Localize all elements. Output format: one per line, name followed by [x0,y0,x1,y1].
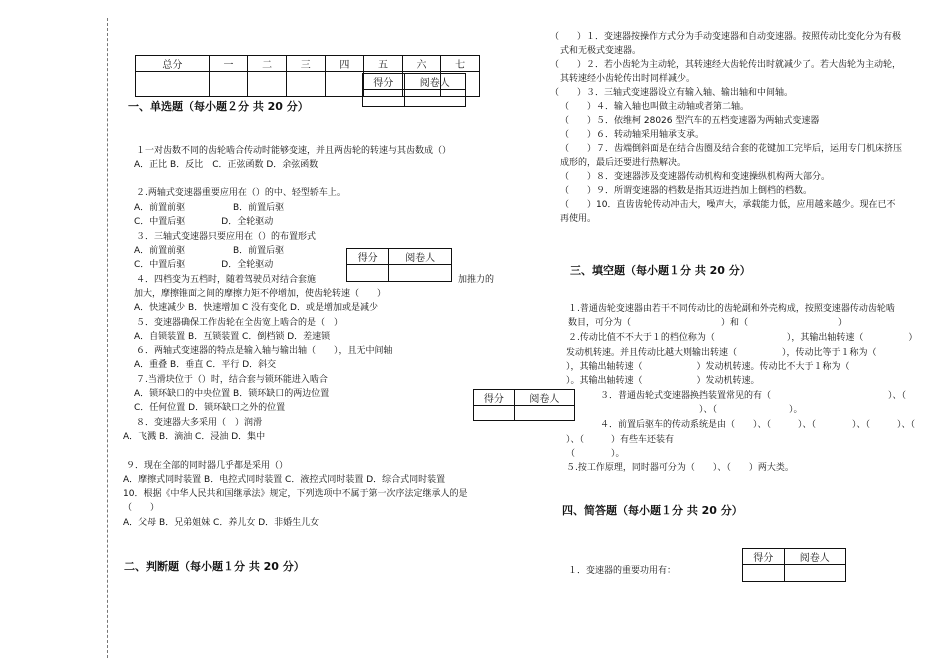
mc-line: A．飞溅 B．滴油 C．浸油 D．集中 [123,432,266,442]
mc-line: C．中置后驱 D．全轮驱动 [134,260,274,270]
grader-name-label: 阅卷人 [404,74,465,90]
tf-line: （ ）４．输入轴也叫做主动轴或者第二轴。 [560,102,750,112]
score-header-1: 一 [209,56,248,72]
mc-line: C．中置后驱 D．全轮驱动 [134,217,274,227]
grader-score-label: 得分 [347,249,389,265]
score-cell[interactable] [286,72,325,97]
mc-line: A．前置前驱 [134,203,186,213]
mc-line: A．重叠 B．垂直 C．平行 D．斜交 [134,360,277,370]
mc-line: C．任何位置 D．锁环缺口之外的位置 [134,403,286,413]
grader-box-4 [742,548,846,582]
section-title-short-answer: 四、简答题（每小题１分 共 20 分） [562,504,743,517]
grader-name-label: 阅卷人 [514,390,574,406]
tf-line: 其转速经小齿轮传出时同样减少。 [560,74,696,84]
fill-line: 数目，可分为（ ）和（ ） [568,318,848,328]
score-header-2: 二 [248,56,287,72]
score-header-4: 四 [325,56,364,72]
section-title-fill-blank: 三、填空题（每小题１分 共 20 分） [570,264,751,277]
mc-line: A．正比 B．反比 C．正弦函数 D．余弦函数 [134,160,319,170]
fill-line: ２.传动比值不不大于１的档位称为（ ），其输出轴转速（ ） [568,333,918,343]
mc-line: ３．三轴式变速器只要应用在（）的布置形式 [136,232,317,242]
mc-line: ２.两轴式变速器重要应用在（）的中、轻型轿车上。 [136,188,346,198]
mc-line: ５．变速器确保工作齿轮在全齿宽上啮合的是（ ） [136,318,344,328]
mc-line: １一对齿数不同的齿轮啮合传动时能够变速，并且两齿轮的转速与其齿数成（） [136,146,452,156]
mc-line: （ ） [123,503,160,513]
tf-line: （ ）５．依维柯 28026 型汽车的五档变速器为两轴式变速器 [560,116,820,126]
mc-line: A．锁环缺口的中央位置 B．锁环缺口的两边位置 [134,389,330,399]
mc-line: B．前置后驱 [233,246,285,256]
score-header-3: 三 [286,56,325,72]
grader-score-label: 得分 [743,549,785,565]
fill-line: ４．前置后驱车的传动系统是由（ ）、（ ）、（ ）、（ ）、（ [600,420,934,430]
mc-line: ８．变速器大多采用（ ）润滑 [136,418,263,428]
mc-line: A．快速减少 B．快速增加 C 没有变化 D．或是增加或是减少 [134,303,378,313]
fill-line: ）、（ ）有些车还装有 [566,435,675,445]
section-title-true-false: 二、判断题（每小题１分 共 20 分） [124,560,305,573]
tf-line: （ ）７．齿端倒斜面是在结合齿圈及结合套的花键加工完毕后，运用专门机床挤压 [560,144,903,154]
grader-name-label: 阅卷人 [389,249,452,265]
tf-line: （ ）３．三轴式变速器设立有输入轴、输出轴和中间轴。 [550,88,794,98]
grader-score-cell[interactable] [347,265,389,282]
score-table-header-row [136,56,480,72]
fill-line: ），其输出轴转速（ ）发动机转速。传动比不大于１称为（ [566,362,904,372]
fill-line: １.普通齿轮变速器由若干不同传动比的齿轮副和外壳构成，按照变速器传动齿轮啮 [568,304,895,314]
grader-score-cell[interactable] [363,90,405,107]
score-header-6: 六 [402,56,441,72]
fill-line: ５.按工作原理，同时器可分为（ ）、（ ）两大类。 [566,463,794,473]
mc-line: A．摩擦式同时装置 B．电控式同时装置 C．液控式同时装置 D．综合式同时装置 [123,475,446,485]
mc-line: 加推力的 [458,275,495,285]
fill-line: ）。其输出轴转速（ ）发动机转速。 [566,376,760,386]
grader-name-cell[interactable] [514,406,574,421]
tf-line: （ ）２．若小齿轮为主动轮，其转速经大齿轮传出时就减少了。若大齿轮为主动轮， [550,60,902,70]
grader-name-cell[interactable] [389,265,452,282]
short-answer-line: １．变速器的重要功用有： [568,566,677,576]
grader-score-label: 得分 [363,74,405,90]
mc-line: ６．两轴式变速器的特点是输入轴与输出轴（ ），且无中间轴 [136,346,393,356]
tf-line: 式和无极式变速器。 [560,46,642,56]
grader-box-2 [346,248,452,282]
grader-score-cell[interactable] [474,406,515,421]
score-header-7: 七 [441,56,480,72]
mc-line: A．自锁装置 B．互锁装置 C．倒档锁 D．差速锁 [134,332,331,342]
score-cell[interactable] [136,72,210,97]
grader-box-3 [473,389,575,421]
mc-line: B．前置后驱 [233,203,285,213]
mc-line: ９．现在全部的同时器几乎都是采用（） [126,461,289,471]
mc-line: A．前置前驱 [134,246,186,256]
fill-line: （ ）。 [566,449,625,459]
grader-name-label: 阅卷人 [784,549,845,565]
mc-line: ７.当滑块位于（）时，结合套与锁环能进入啮合 [136,375,328,385]
mc-line: ４．四档变为五档时，随着驾驶员对结合套施 [136,275,317,285]
mc-line: A．父母 B．兄弟姐妹 C．养儿女 D．非婚生儿女 [123,518,320,528]
score-cell[interactable] [325,72,364,97]
tf-line: 再使用。 [560,214,597,224]
binding-line [107,18,108,658]
grader-score-label: 得分 [474,390,515,406]
grader-name-cell[interactable] [784,565,845,582]
fill-line: ３．普通齿轮式变速器换挡装置常见的有（ ）、（ [600,391,925,401]
grader-name-cell[interactable] [404,90,465,107]
grader-score-cell[interactable] [743,565,785,582]
mc-line: 10．根据《中华人民共和国继承法》规定，下列选项中不属于第一次序法定继承人的是 [123,489,468,499]
mc-line: 加大，摩擦锥面之间的摩擦力矩不停增加，使齿轮转速（ ） [134,289,387,299]
fill-line: ）、（ ）。 [600,405,803,415]
score-cell[interactable] [209,72,248,97]
score-header-5: 五 [364,56,403,72]
score-cell[interactable] [248,72,287,97]
tf-line: （ ）10．直齿齿轮传动冲击大，噪声大，承载能力低，应用越来越少。现在已不 [560,200,896,210]
section-title-single-choice: 一、单选题（每小题２分 共 20 分） [128,100,309,113]
tf-line: （ ）１．变速器按操作方式分为手动变速器和自动变速器。按照传动比变化分为有极 [550,32,902,42]
tf-line: （ ）８．变速器涉及变速器传动机构和变速操纵机构两大部分。 [560,172,831,182]
tf-line: 成形的，最后还要进行热解决。 [560,158,687,168]
tf-line: （ ）９．所谓变速器的档数是指其迈进挡加上倒档的档数。 [560,186,813,196]
score-header-total: 总分 [136,56,210,72]
tf-line: （ ）６．转动轴采用轴承支承。 [560,130,705,140]
grader-box-1 [362,73,466,107]
fill-line: 发动机转速。并且传动比越大则输出转速（ ），传动比等于１称为（ [566,348,904,358]
